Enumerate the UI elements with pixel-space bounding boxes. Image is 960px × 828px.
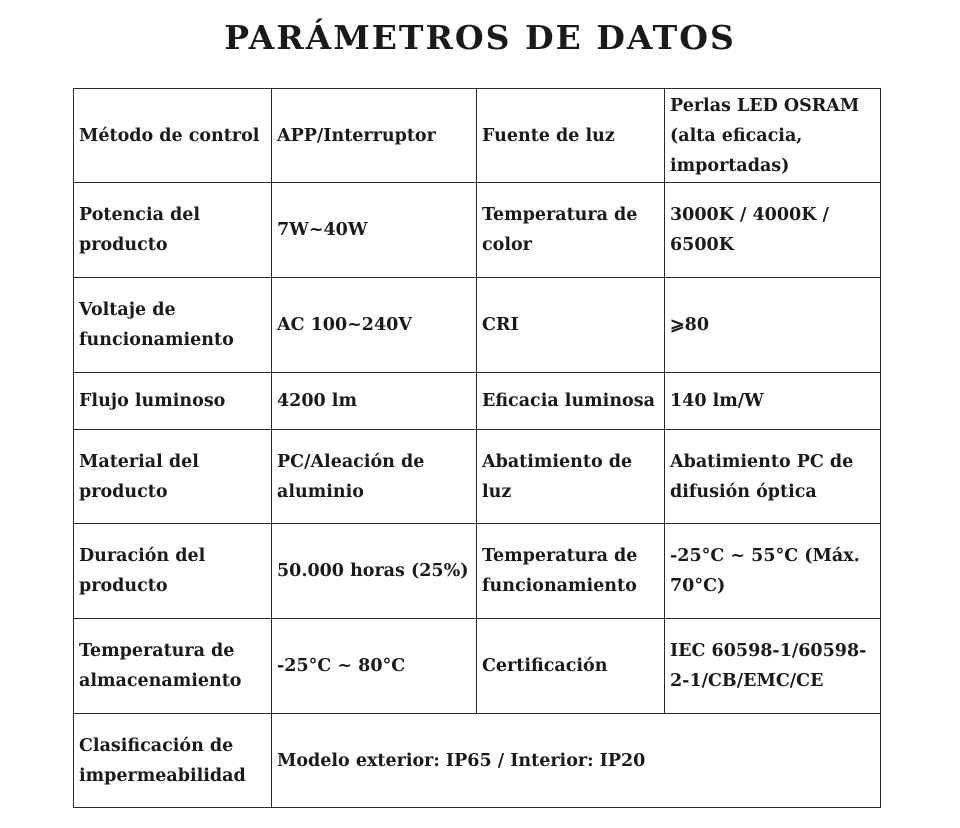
table-row (74, 714, 881, 808)
param-label: Temperatura de almacenamiento (74, 619, 272, 714)
param-value: 3000K / 4000K / 6500K (665, 183, 881, 278)
param-label: Abatimiento de luz (477, 430, 665, 524)
param-value: 140 lm/W (665, 373, 881, 430)
param-value: APP/Interruptor (272, 89, 477, 183)
table-row (74, 278, 881, 373)
param-label: Voltaje de funcionamiento (74, 278, 272, 373)
param-value: Perlas LED OSRAM (alta eficacia, importadas) (665, 89, 881, 183)
param-value: Modelo exterior: IP65 / Interior: IP20 (272, 714, 881, 808)
table-row (74, 619, 881, 714)
param-value: PC/Aleación de aluminio (272, 430, 477, 524)
param-value: 7W~40W (272, 183, 477, 278)
param-label: Temperatura de funcionamiento (477, 524, 665, 619)
table-row (74, 373, 881, 430)
param-label: Clasificación de impermeabilidad (74, 714, 272, 808)
page-title: PARÁMETROS DE DATOS (224, 18, 736, 57)
param-label: Fuente de luz (477, 89, 665, 183)
table-row (74, 183, 881, 278)
param-value: ⩾80 (665, 278, 881, 373)
param-value: -25°C ~ 80°C (272, 619, 477, 714)
param-value: 4200 lm (272, 373, 477, 430)
table-row (74, 89, 881, 183)
param-value: Abatimiento PC de difusión óptica (665, 430, 881, 524)
table-row (74, 430, 881, 524)
table-row (74, 524, 881, 619)
param-label: Eficacia luminosa (477, 373, 665, 430)
param-value: 50.000 horas (25%) (272, 524, 477, 619)
param-label: Temperatura de color (477, 183, 665, 278)
param-label: Material del producto (74, 430, 272, 524)
param-label: Duración del producto (74, 524, 272, 619)
param-label: Método de control (74, 89, 272, 183)
param-value: IEC 60598-1/60598-2-1/CB/EMC/CE (665, 619, 881, 714)
param-label: Flujo luminoso (74, 373, 272, 430)
param-label: Potencia del producto (74, 183, 272, 278)
param-label: Certificación (477, 619, 665, 714)
param-value: AC 100~240V (272, 278, 477, 373)
param-value: -25°C ~ 55°C (Máx. 70°C) (665, 524, 881, 619)
specs-table (73, 88, 881, 808)
param-label: CRI (477, 278, 665, 373)
